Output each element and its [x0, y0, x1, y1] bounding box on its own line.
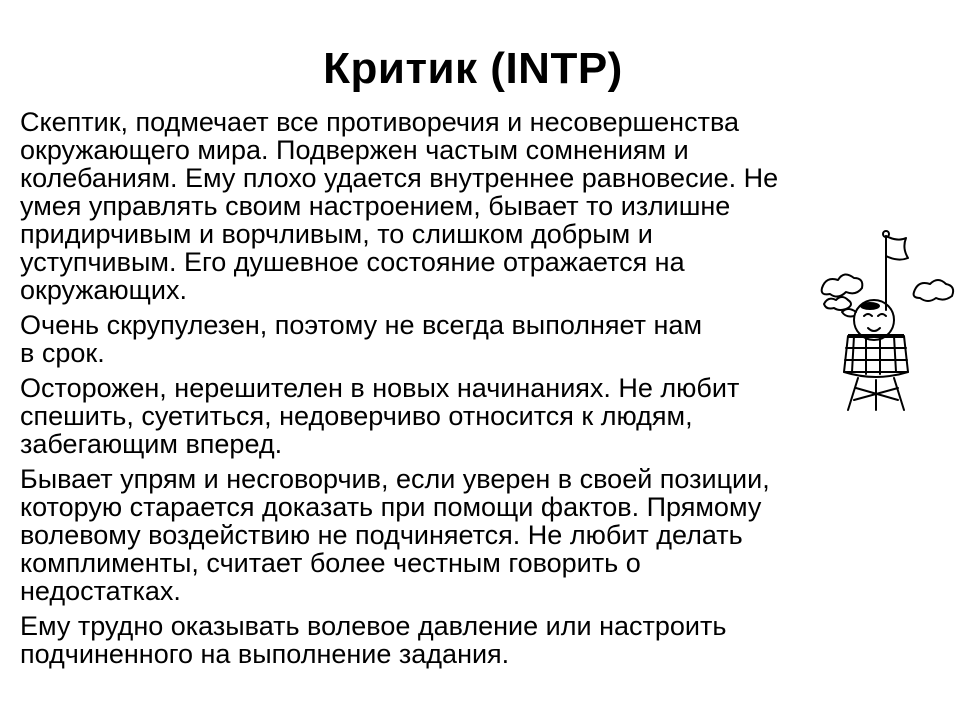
text-line: забегающим вперед. — [20, 429, 283, 459]
paragraph-2 — [20, 311, 920, 367]
slide-title: Критик (INTP) — [323, 44, 623, 93]
text-line: Ему трудно оказывать волевое давление или настроить — [20, 611, 727, 641]
text-line: Скептик, подмечает все противоречия и несовершенства — [20, 107, 740, 137]
text-line: уступчивым. Его душевное состояние отражается на — [20, 247, 685, 277]
text-line: окружающего мира. Подвержен частым сомнениям и — [20, 135, 689, 165]
text-line: подчиненного на выполнение задания. — [20, 639, 510, 669]
paragraph-4 — [20, 465, 920, 605]
text-line: Осторожен, нерешителен в новых начинаниях. Не любит — [20, 373, 740, 403]
paragraph-3 — [20, 374, 920, 458]
text-line: умея управлять своим настроением, бывает то излишне — [20, 191, 731, 221]
text-line: Бывает упрям и несговорчив, если уверен в своей позиции, — [20, 464, 770, 494]
text-line: комплименты, считает более честным говорить о — [20, 548, 641, 578]
paragraph-1 — [20, 108, 920, 304]
paragraph-5 — [20, 612, 920, 668]
text-line: волевому воздействию не подчиняется. Не любит делать — [20, 520, 743, 550]
text-line: колебаниям. Ему плохо удается внутреннее равновесие. Не — [20, 163, 779, 193]
text-line: придирчивым и ворчливым, то слишком добрым и — [20, 219, 653, 249]
text-line: спешить, суетиться, недоверчиво относится к людям, — [20, 401, 693, 431]
text-line: недостатках. — [20, 576, 181, 606]
text-line: в срок. — [20, 338, 105, 368]
text-line: окружающих. — [20, 275, 187, 305]
body-text — [20, 108, 920, 675]
text-line: которую старается доказать при помощи фактов. Прямому — [20, 492, 762, 522]
lookout-tower-figure-icon — [812, 222, 960, 412]
text-line: Очень скрупулезен, поэтому не всегда выполняет нам — [20, 310, 703, 340]
